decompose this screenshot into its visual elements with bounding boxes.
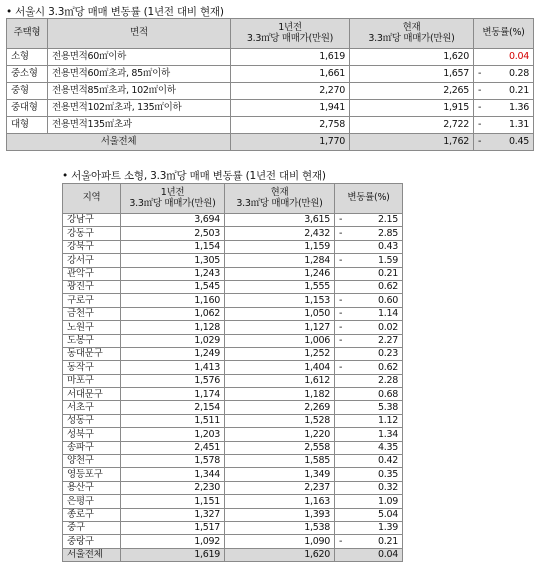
change-value: 0.62 (378, 281, 398, 293)
table-row (63, 227, 403, 240)
total-row (7, 134, 534, 151)
prev-price-cell: 1,160 (121, 294, 225, 307)
prev-price-cell: 1,092 (121, 535, 225, 548)
table-row (63, 401, 403, 414)
change-cell (474, 49, 534, 66)
prev-price-cell: 1,661 (231, 66, 350, 83)
header-prev-line2: 3.3㎡당 매매가(만원) (129, 197, 216, 209)
table-row (63, 347, 403, 360)
change-value: 5.38 (378, 401, 398, 413)
district-table (62, 183, 403, 562)
change-cell (335, 414, 403, 427)
total-now-cell: 1,620 (225, 548, 335, 561)
table-row (7, 83, 534, 100)
type-cell: 대형 (7, 117, 48, 134)
change-cell (335, 347, 403, 360)
prev-price-cell: 1,344 (121, 468, 225, 481)
total-prev-cell: 1,770 (231, 134, 350, 151)
header-now-line2: 3.3㎡당 매매가(만원) (236, 197, 323, 209)
table-row (63, 307, 403, 320)
change-value: 1.14 (378, 308, 398, 320)
now-price-cell: 1,220 (225, 428, 335, 441)
now-price-cell: 1,915 (350, 100, 474, 117)
table-row (63, 214, 403, 227)
type-cell: 중형 (7, 83, 48, 100)
change-cell (335, 481, 403, 494)
table-row (63, 240, 403, 253)
change-sign: - (478, 85, 482, 97)
change-value: 0.04 (509, 51, 529, 63)
change-sign: - (339, 334, 343, 346)
prev-price-cell: 1,249 (121, 347, 225, 360)
change-cell (335, 280, 403, 293)
change-sign: - (478, 102, 482, 114)
table-row (63, 508, 403, 521)
prev-price-cell: 2,451 (121, 441, 225, 454)
total-now-cell: 1,762 (350, 134, 474, 151)
prev-price-cell: 2,270 (231, 83, 350, 100)
district-cell: 양천구 (63, 455, 121, 468)
district-cell: 중랑구 (63, 535, 121, 548)
prev-price-cell: 1,576 (121, 374, 225, 387)
change-cell (335, 428, 403, 441)
prev-price-cell: 1,578 (121, 455, 225, 468)
now-price-cell: 1,050 (225, 307, 335, 320)
table-row (63, 280, 403, 293)
change-cell (335, 401, 403, 414)
now-price-cell: 1,246 (225, 267, 335, 280)
area-cell: 전용면적60㎡이하 (48, 49, 231, 66)
change-cell (474, 66, 534, 83)
district-cell: 동작구 (63, 361, 121, 374)
prev-price-cell: 1,128 (121, 321, 225, 334)
now-price-cell: 1,159 (225, 240, 335, 253)
table-row (63, 388, 403, 401)
now-price-cell: 1,585 (225, 455, 335, 468)
change-value: 1.39 (378, 522, 398, 534)
table-row (63, 481, 403, 494)
table-row (63, 495, 403, 508)
district-cell: 강남구 (63, 214, 121, 227)
apartment-type-table (6, 18, 534, 151)
change-sign: - (478, 119, 482, 131)
prev-price-cell: 1,413 (121, 361, 225, 374)
total-row (63, 548, 403, 561)
change-cell (335, 535, 403, 548)
area-cell: 전용면적85㎡초과, 102㎡이하 (48, 83, 231, 100)
change-value: 1.34 (378, 428, 398, 440)
type-cell: 소형 (7, 49, 48, 66)
prev-price-cell: 1,062 (121, 307, 225, 320)
change-value: 2.15 (378, 214, 398, 226)
table-row (63, 468, 403, 481)
change-cell (474, 134, 534, 151)
prev-price-cell: 2,154 (121, 401, 225, 414)
change-cell (335, 508, 403, 521)
prev-price-cell: 1,154 (121, 240, 225, 253)
total-label-cell: 서울전체 (7, 134, 231, 151)
now-price-cell: 1,163 (225, 495, 335, 508)
change-value: 0.21 (378, 535, 398, 547)
header-prev-price (231, 19, 350, 49)
now-price-cell: 1,153 (225, 294, 335, 307)
now-price-cell: 1,657 (350, 66, 474, 83)
total-label-cell: 서울전체 (63, 548, 121, 561)
change-cell (335, 214, 403, 227)
header-now-line1: 현재 (402, 21, 421, 33)
district-cell: 구로구 (63, 294, 121, 307)
change-value: 1.31 (509, 119, 529, 131)
change-cell (335, 267, 403, 280)
table-row (7, 100, 534, 117)
change-cell (474, 117, 534, 134)
change-sign: - (339, 308, 343, 320)
prev-price-cell: 1,327 (121, 508, 225, 521)
header-now-price (225, 184, 335, 214)
change-sign: - (339, 254, 343, 266)
header-change: 변동률(%) (335, 184, 403, 214)
prev-price-cell: 1,619 (231, 49, 350, 66)
change-cell (474, 100, 534, 117)
district-cell: 강동구 (63, 227, 121, 240)
prev-price-cell: 1,511 (121, 414, 225, 427)
district-cell: 광진구 (63, 280, 121, 293)
change-value: 1.59 (378, 254, 398, 266)
change-value: 2.27 (378, 334, 398, 346)
district-cell: 도봉구 (63, 334, 121, 347)
table-row (63, 334, 403, 347)
now-price-cell: 1,252 (225, 347, 335, 360)
district-cell: 성북구 (63, 428, 121, 441)
change-value: 0.60 (378, 294, 398, 306)
change-value: 0.45 (509, 136, 529, 148)
now-price-cell: 2,558 (225, 441, 335, 454)
change-value: 0.04 (378, 549, 398, 561)
change-value: 0.42 (378, 455, 398, 467)
change-sign: - (339, 227, 343, 239)
prev-price-cell: 1,517 (121, 521, 225, 534)
table-row (63, 294, 403, 307)
change-cell (335, 307, 403, 320)
change-value: 0.35 (378, 468, 398, 480)
area-cell: 전용면적60㎡초과, 85㎡이하 (48, 66, 231, 83)
type-cell: 중소형 (7, 66, 48, 83)
now-price-cell: 1,090 (225, 535, 335, 548)
change-value: 0.02 (378, 321, 398, 333)
now-price-cell: 1,393 (225, 508, 335, 521)
change-cell (335, 468, 403, 481)
prev-price-cell: 2,230 (121, 481, 225, 494)
district-cell: 영등포구 (63, 468, 121, 481)
header-district: 지역 (63, 184, 121, 214)
now-price-cell: 2,269 (225, 401, 335, 414)
header-prev-line1: 1년전 (278, 21, 302, 33)
prev-price-cell: 1,029 (121, 334, 225, 347)
table1-title: • 서울시 3.3㎡당 매매 변동률 (1년전 대비 현재) (6, 6, 224, 18)
change-sign: - (339, 535, 343, 547)
change-cell (335, 240, 403, 253)
district-cell: 중구 (63, 521, 121, 534)
change-sign: - (478, 68, 482, 80)
change-cell (335, 321, 403, 334)
header-now-line2: 3.3㎡당 매매가(만원) (368, 32, 455, 44)
table-row (63, 361, 403, 374)
change-value: 0.62 (378, 361, 398, 373)
prev-price-cell: 1,243 (121, 267, 225, 280)
district-cell: 마포구 (63, 374, 121, 387)
now-price-cell: 1,538 (225, 521, 335, 534)
change-cell (335, 388, 403, 401)
prev-price-cell: 1,174 (121, 388, 225, 401)
table-row (63, 455, 403, 468)
district-cell: 관악구 (63, 267, 121, 280)
change-cell (335, 441, 403, 454)
change-value: 1.36 (509, 102, 529, 114)
change-cell (335, 361, 403, 374)
prev-price-cell: 1,941 (231, 100, 350, 117)
header-now-price (350, 19, 474, 49)
now-price-cell: 2,432 (225, 227, 335, 240)
district-cell: 동대문구 (63, 347, 121, 360)
change-value: 0.21 (509, 85, 529, 97)
prev-price-cell: 2,503 (121, 227, 225, 240)
change-value: 5.04 (378, 509, 398, 521)
district-cell: 은평구 (63, 495, 121, 508)
prev-price-cell: 1,305 (121, 254, 225, 267)
now-price-cell: 1,127 (225, 321, 335, 334)
change-sign: - (478, 136, 482, 148)
district-cell: 용산구 (63, 481, 121, 494)
change-value: 0.32 (378, 482, 398, 494)
now-price-cell: 2,722 (350, 117, 474, 134)
total-prev-cell: 1,619 (121, 548, 225, 561)
district-cell: 강북구 (63, 240, 121, 253)
table-row (63, 521, 403, 534)
now-price-cell: 1,284 (225, 254, 335, 267)
area-cell: 전용면적102㎡초과, 135㎡이하 (48, 100, 231, 117)
district-cell: 성동구 (63, 414, 121, 427)
header-type: 주택형 (7, 19, 48, 49)
change-value: 0.68 (378, 388, 398, 400)
area-cell: 전용면적135㎡초과 (48, 117, 231, 134)
change-value: 0.28 (509, 68, 529, 80)
now-price-cell: 1,612 (225, 374, 335, 387)
table-row (63, 254, 403, 267)
type-cell: 중대형 (7, 100, 48, 117)
change-cell (335, 374, 403, 387)
table-row (63, 267, 403, 280)
prev-price-cell: 3,694 (121, 214, 225, 227)
now-price-cell: 1,404 (225, 361, 335, 374)
table-row (7, 117, 534, 134)
district-cell: 서대문구 (63, 388, 121, 401)
change-sign: - (339, 361, 343, 373)
change-value: 0.43 (378, 241, 398, 253)
header-area: 면적 (48, 19, 231, 49)
table-row (63, 535, 403, 548)
prev-price-cell: 1,545 (121, 280, 225, 293)
change-cell (335, 227, 403, 240)
district-cell: 서초구 (63, 401, 121, 414)
change-cell (335, 294, 403, 307)
change-value: 1.12 (378, 415, 398, 427)
change-cell (335, 455, 403, 468)
header-prev-price (121, 184, 225, 214)
header-now-line1: 현재 (270, 186, 289, 198)
table-row (63, 428, 403, 441)
change-value: 1.09 (378, 495, 398, 507)
header-prev-line2: 3.3㎡당 매매가(만원) (246, 32, 334, 44)
change-cell (335, 495, 403, 508)
district-cell: 노원구 (63, 321, 121, 334)
change-value: 4.35 (378, 442, 398, 454)
prev-price-cell: 2,758 (231, 117, 350, 134)
now-price-cell: 2,237 (225, 481, 335, 494)
table-row (7, 66, 534, 83)
table2-title: • 서울아파트 소형, 3.3㎡당 매매 변동률 (1년전 대비 현재) (62, 170, 326, 182)
now-price-cell: 1,555 (225, 280, 335, 293)
district-cell: 금천구 (63, 307, 121, 320)
header-change: 변동률(%) (474, 19, 534, 49)
table-row (63, 374, 403, 387)
district-cell: 강서구 (63, 254, 121, 267)
now-price-cell: 1,182 (225, 388, 335, 401)
now-price-cell: 1,349 (225, 468, 335, 481)
change-cell (335, 254, 403, 267)
change-sign: - (339, 214, 343, 226)
change-cell (335, 521, 403, 534)
header-prev-line1: 1년전 (160, 186, 185, 198)
change-value: 0.23 (378, 348, 398, 360)
change-cell (335, 548, 403, 561)
change-cell (474, 83, 534, 100)
now-price-cell: 1,006 (225, 334, 335, 347)
table-row (63, 414, 403, 427)
now-price-cell: 1,620 (350, 49, 474, 66)
now-price-cell: 2,265 (350, 83, 474, 100)
district-cell: 송파구 (63, 441, 121, 454)
prev-price-cell: 1,151 (121, 495, 225, 508)
change-sign: - (339, 294, 343, 306)
change-value: 2.85 (378, 227, 398, 239)
table-row (63, 441, 403, 454)
change-sign: - (339, 321, 343, 333)
change-value: 0.21 (378, 268, 398, 279)
change-value: 2.28 (378, 375, 398, 387)
district-cell: 종로구 (63, 508, 121, 521)
now-price-cell: 3,615 (225, 214, 335, 227)
table-row (7, 49, 534, 66)
change-cell (335, 334, 403, 347)
prev-price-cell: 1,203 (121, 428, 225, 441)
table-row (63, 321, 403, 334)
now-price-cell: 1,528 (225, 414, 335, 427)
